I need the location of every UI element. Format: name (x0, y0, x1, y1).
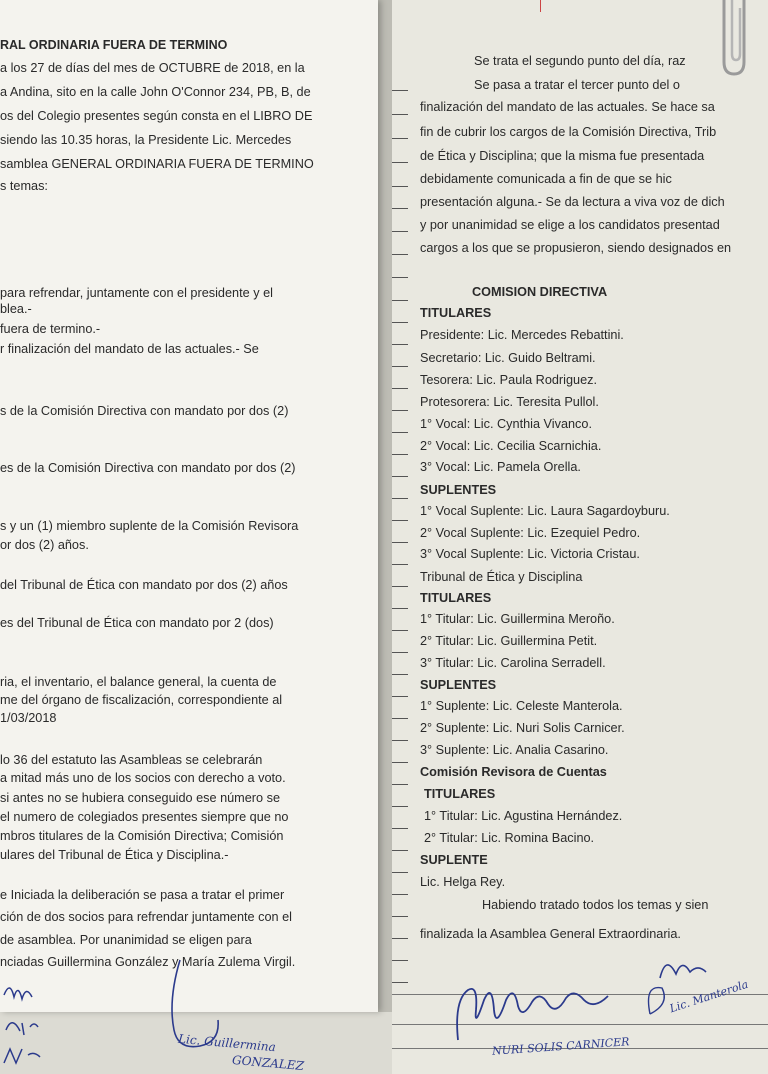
body-line: lo 36 del estatuto las Asambleas se celebrarán (0, 753, 263, 767)
body-line: Se trata el segundo punto del día, raz (474, 54, 686, 68)
member-line: Lic. Helga Rey. (420, 875, 506, 889)
body-line: cargos a los que se propusieron, siendo designados en (420, 241, 732, 255)
subsection-label: SUPLENTE (420, 853, 488, 867)
member-line: 2° Titular: Lic. Romina Bacino. (424, 831, 595, 845)
member-line: 3° Titular: Lic. Carolina Serradell. (420, 656, 606, 670)
member-line: 1° Titular: Lic. Guillermina Meroño. (420, 612, 615, 626)
member-line: 1° Vocal: Lic. Cynthia Vivanco. (420, 417, 592, 431)
body-line: es de la Comisión Directiva con mandato por dos (2) (0, 461, 296, 475)
body-line: a los 27 de días del mes de OCTUBRE de 2018, en la (0, 61, 305, 75)
body-line: fin de cubrir los cargos de la Comisión Directiva, Trib (420, 125, 717, 139)
body-line: blea.- (0, 302, 32, 316)
body-line: me del órgano de fiscalización, correspondiente al (0, 693, 283, 707)
signature-caption: NURI SOLIS CARNICER (491, 1035, 630, 1058)
body-line: s y un (1) miembro suplente de la Comisión Revisora (0, 519, 299, 533)
body-line: r finalización del mandato de las actuales.- Se (0, 342, 259, 356)
body-line: y por unanimidad se elige a los candidatos presentad (420, 218, 720, 232)
body-line: ción de dos socios para refrendar juntamente con el (0, 910, 292, 924)
closing-line: Habiendo tratado todos los temas y sien (482, 898, 709, 912)
member-line: 3° Suplente: Lic. Analia Casarino. (420, 743, 609, 757)
subsection-label: TITULARES (420, 306, 492, 320)
ledger-margin-marks (392, 0, 416, 1000)
body-line: samblea GENERAL ORDINARIA FUERA DE TERMINO (0, 157, 314, 171)
body-line: del Tribunal de Ética con mandato por dos (2) años (0, 578, 288, 592)
signature-caption: Lic. Manterola (667, 977, 750, 1016)
body-line: e Iniciada la deliberación se pasa a tratar el primer (0, 888, 285, 902)
body-line: siendo las 10.35 horas, la Presidente Lic. Mercedes (0, 133, 292, 147)
member-line: 2° Suplente: Lic. Nuri Solis Carnicer. (420, 721, 625, 735)
member-line: 2° Titular: Lic. Guillermina Petit. (420, 634, 598, 648)
signature-scribble (640, 944, 768, 1024)
body-line: s de la Comisión Directiva con mandato por dos (2) (0, 404, 289, 418)
right-page (392, 0, 768, 1074)
member-line: 2° Vocal: Lic. Cecilia Scarnichia. (420, 439, 602, 453)
member-line: 3° Vocal Suplente: Lic. Victoria Cristau. (420, 547, 640, 561)
body-line: nciadas Guillermina González y María Zulema Virgil. (0, 955, 296, 969)
body-line: presentación alguna.- Se da lectura a viva voz de dich (420, 195, 725, 209)
body-line: es del Tribunal de Ética con mandato por 2 (dos) (0, 616, 274, 630)
member-line: 1° Suplente: Lic. Celeste Manterola. (420, 699, 623, 713)
body-line: a Andina, sito en la calle John O'Connor 234, PB, B, de (0, 85, 311, 99)
body-line: si antes no se hubiera conseguido ese número se (0, 791, 281, 805)
page-gutter (378, 0, 392, 1074)
body-line: finalización del mandato de las actuales. Se hace sa (420, 100, 715, 114)
body-line: para refrendar, juntamente con el presidente y el (0, 286, 273, 300)
subsection-label: SUPLENTES (420, 483, 497, 497)
subsection-label: TITULARES (424, 787, 496, 801)
body-line: s temas: (0, 179, 48, 193)
body-line: mbros titulares de la Comisión Directiva; Comisión (0, 829, 284, 843)
body-line: ulares del Tribunal de Ética y Disciplina.- (0, 848, 229, 862)
body-line: 1/03/2018 (0, 711, 57, 725)
body-line: de asamblea. Por unanimidad se eligen para (0, 933, 252, 947)
body-line: el numero de colegiados presentes siempre que no (0, 810, 289, 824)
document-title: RAL ORDINARIA FUERA DE TERMINO (0, 38, 228, 52)
member-line: 1° Titular: Lic. Agustina Hernández. (424, 809, 623, 823)
section-heading: Comisión Revisora de Cuentas (420, 765, 607, 779)
section-heading: COMISION DIRECTIVA (472, 285, 608, 299)
member-line: 3° Vocal: Lic. Pamela Orella. (420, 460, 581, 474)
body-line: Se pasa a tratar el tercer punto del o (474, 78, 680, 92)
left-page (0, 0, 378, 1012)
body-line: ria, el inventario, el balance general, la cuenta de (0, 675, 277, 689)
body-line: a mitad más uno de los socios con derecho a voto. (0, 771, 286, 785)
body-line: or dos (2) años. (0, 538, 89, 552)
signature-scribble (0, 975, 60, 1074)
subsection-label: SUPLENTES (420, 678, 497, 692)
body-line: debidamente comunicada a fin de que se hic (420, 172, 672, 186)
signature-caption: GONZALEZ (231, 1052, 305, 1074)
paper-clip-icon (712, 0, 758, 80)
margin-mark (540, 0, 541, 12)
section-heading: Tribunal de Ética y Disciplina (420, 570, 583, 584)
member-line: 1° Vocal Suplente: Lic. Laura Sagardoyburu. (420, 504, 670, 518)
body-line: de Ética y Disciplina; que la misma fue presentada (420, 149, 705, 163)
body-line: fuera de termino.- (0, 322, 101, 336)
member-line: 2° Vocal Suplente: Lic. Ezequiel Pedro. (420, 526, 641, 540)
member-line: Presidente: Lic. Mercedes Rebattini. (420, 328, 624, 342)
closing-line: finalizada la Asamblea General Extraordinaria. (420, 927, 681, 941)
signature-caption: Lic. Guillermina (177, 1031, 277, 1055)
subsection-label: TITULARES (420, 591, 492, 605)
member-line: Secretario: Lic. Guido Beltrami. (420, 351, 596, 365)
member-line: Tesorera: Lic. Paula Rodriguez. (420, 373, 598, 387)
member-line: Protesorera: Lic. Teresita Pullol. (420, 395, 599, 409)
body-line: os del Colegio presentes según consta en el LIBRO DE (0, 109, 313, 123)
